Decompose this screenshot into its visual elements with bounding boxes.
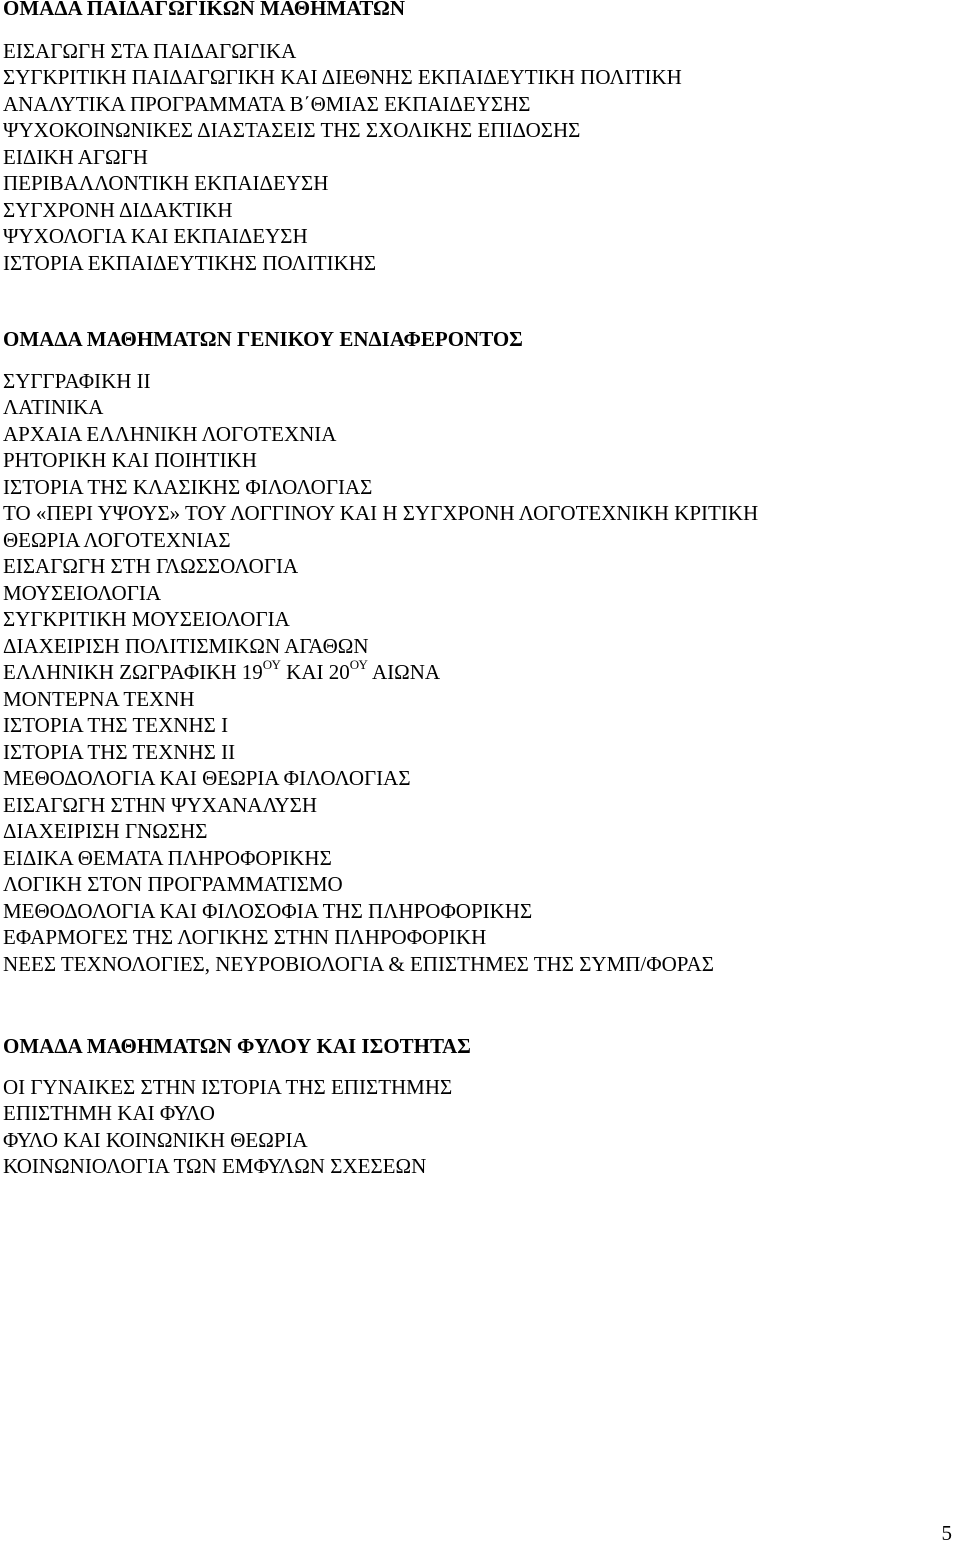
course-item: ΜΟΥΣΕΙΟΛΟΓΙΑ <box>3 580 161 605</box>
course-item: ΜΕΘΟΔΟΛΟΓΙΑ ΚΑΙ ΘΕΩΡΙΑ ΦΙΛΟΛΟΓΙΑΣ <box>3 766 411 790</box>
section-heading: ΟΜΑΔΑ ΜΑΘΗΜΑΤΩΝ ΓΕΝΙΚΟΥ ΕΝΔΙΑΦΕΡΟΝΤΟΣ <box>3 327 523 351</box>
course-item: ΣΥΓΓΡΑΦΙΚΗ ΙΙ <box>3 368 151 393</box>
course-item: ΔΙΑΧΕΙΡΙΣΗ ΓΝΩΣΗΣ <box>3 819 208 843</box>
course-text: ΕΛΛΗΝΙΚΗ ΖΩΓΡΑΦΙΚΗ 19 <box>3 660 263 684</box>
course-list <box>3 38 682 277</box>
course-item: ΣΥΓΧΡΟΝΗ ΔΙΔΑΚΤΙΚΗ <box>3 197 233 222</box>
superscript: ΟΥ <box>349 657 368 672</box>
course-item: ΑΝΑΛΥΤΙΚΑ ΠΡΟΓΡΑΜΜΑΤΑ Β΄ΘΜΙΑΣ ΕΚΠΑΙΔΕΥΣΗΣ <box>3 91 531 116</box>
pedagogical-courses-section <box>3 0 682 276</box>
course-item: ΙΣΤΟΡΙΑ ΤΗΣ ΤΕΧΝΗΣ ΙΙ <box>3 739 236 764</box>
course-item: ΙΣΤΟΡΙΑ ΤΗΣ ΤΕΧΝΗΣ Ι <box>3 713 229 737</box>
course-item: ΘΕΩΡΙΑ ΛΟΓΟΤΕΧΝΙΑΣ <box>3 527 231 552</box>
course-item: ΕΙΔΙΚΑ ΘΕΜΑΤΑ ΠΛΗΡΟΦΟΡΙΚΗΣ <box>3 845 332 870</box>
course-item: ΨΥΧΟΚΟΙΝΩΝΙΚΕΣ ΔΙΑΣΤΑΣΕΙΣ ΤΗΣ ΣΧΟΛΙΚΗΣ ΕΠΙΔΟΣΗΣ <box>3 118 581 142</box>
course-item: ΣΥΓΚΡΙΤΙΚΗ ΜΟΥΣΕΙΟΛΟΓΙΑ <box>3 607 290 631</box>
course-item-painting <box>3 659 758 686</box>
course-text: ΚΑΙ 20 <box>280 660 350 684</box>
section-heading: ΟΜΑΔΑ ΠΑΙΔΑΓΩΓΙΚΩΝ ΜΑΘΗΜΑΤΩΝ <box>3 0 406 20</box>
course-item: ΕΙΣΑΓΩΓΗ ΣΤΑ ΠΑΙΔΑΓΩΓΙΚΑ <box>3 38 297 63</box>
course-item: ΕΙΣΑΓΩΓΗ ΣΤΗ ΓΛΩΣΣΟΛΟΓΙΑ <box>3 554 299 578</box>
course-item: ΡΗΤΟΡΙΚΗ ΚΑΙ ΠΟΙΗΤΙΚΗ <box>3 448 257 472</box>
course-item: ΜΕΘΟΔΟΛΟΓΙΑ ΚΑΙ ΦΙΛΟΣΟΦΙΑ ΤΗΣ ΠΛΗΡΟΦΟΡΙΚΗΣ <box>3 898 533 923</box>
course-item: ΨΥΧΟΛΟΓΙΑ ΚΑΙ ΕΚΠΑΙΔΕΥΣΗ <box>3 224 308 248</box>
course-list <box>3 1074 471 1180</box>
page-number: 5 <box>941 1521 952 1545</box>
course-item: ΝΕΕΣ ΤΕΧΝΟΛΟΓΙΕΣ, ΝΕΥΡΟΒΙΟΛΟΓΙΑ & ΕΠΙΣΤΗΜΕΣ ΤΗΣ ΣΥΜΠ/ΦΟΡΑΣ <box>3 951 714 976</box>
course-item: ΛΑΤΙΝΙΚΑ <box>3 395 104 419</box>
course-item: ΚΟΙΝΩΝΙΟΛΟΓΙΑ ΤΩΝ ΕΜΦΥΛΩΝ ΣΧΕΣΕΩΝ <box>3 1154 427 1178</box>
course-item: ΜΟΝΤΕΡΝΑ ΤΕΧΝΗ <box>3 686 195 711</box>
course-item: ΦΥΛΟ ΚΑΙ ΚΟΙΝΩΝΙΚΗ ΘΕΩΡΙΑ <box>3 1127 308 1152</box>
course-item: ΕΦΑΡΜΟΓΕΣ ΤΗΣ ΛΟΓΙΚΗΣ ΣΤΗΝ ΠΛΗΡΟΦΟΡΙΚΗ <box>3 925 487 949</box>
gender-equality-courses-section <box>3 1033 471 1180</box>
course-item: ΙΣΤΟΡΙΑ ΕΚΠΑΙΔΕΥΤΙΚΗΣ ΠΟΛΙΤΙΚΗΣ <box>3 250 377 275</box>
section-heading: ΟΜΑΔΑ ΜΑΘΗΜΑΤΩΝ ΦΥΛΟΥ ΚΑΙ ΙΣΟΤΗΤΑΣ <box>3 1034 471 1058</box>
course-item: ΕΠΙΣΤΗΜΗ ΚΑΙ ΦΥΛΟ <box>3 1101 215 1125</box>
course-item: ΣΥΓΚΡΙΤΙΚΗ ΠΑΙΔΑΓΩΓΙΚΗ ΚΑΙ ΔΙΕΘΝΗΣ ΕΚΠΑΙΔΕΥΤΙΚΗ ΠΟΛΙΤΙΚΗ <box>3 65 682 89</box>
course-item: ΙΣΤΟΡΙΑ ΤΗΣ ΚΛΑΣΙΚΗΣ ΦΙΛΟΛΟΓΙΑΣ <box>3 474 373 499</box>
course-item: ΕΙΣΑΓΩΓΗ ΣΤΗΝ ΨΥΧΑΝΑΛΥΣΗ <box>3 792 318 817</box>
superscript: ΟΥ <box>262 657 281 672</box>
course-item: ΔΙΑΧΕΙΡΙΣΗ ΠΟΛΙΤΙΣΜΙΚΩΝ ΑΓΑΘΩΝ <box>3 633 369 658</box>
general-interest-courses-section <box>3 326 758 977</box>
course-item: ΤΟ «ΠΕΡΙ ΥΨΟΥΣ» ΤΟΥ ΛΟΓΓΙΝΟΥ ΚΑΙ Η ΣΥΓΧΡΟΝΗ ΛΟΓΟΤΕΧΝΙΚΗ ΚΡΙΤΙΚΗ <box>3 501 759 525</box>
course-item: ΑΡΧΑΙΑ ΕΛΛΗΝΙΚΗ ΛΟΓΟΤΕΧΝΙΑ <box>3 421 337 446</box>
course-item: ΛΟΓΙΚΗ ΣΤΟΝ ΠΡΟΓΡΑΜΜΑΤΙΣΜΟ <box>3 872 343 896</box>
course-item: ΠΕΡΙΒΑΛΛΟΝΤΙΚΗ ΕΚΠΑΙΔΕΥΣΗ <box>3 171 329 195</box>
course-list <box>3 368 758 978</box>
course-text: ΑΙΩΝΑ <box>367 660 441 684</box>
course-item: ΕΙΔΙΚΗ ΑΓΩΓΗ <box>3 144 148 169</box>
course-item: ΟΙ ΓΥΝΑΙΚΕΣ ΣΤΗΝ ΙΣΤΟΡΙΑ ΤΗΣ ΕΠΙΣΤΗΜΗΣ <box>3 1074 453 1099</box>
